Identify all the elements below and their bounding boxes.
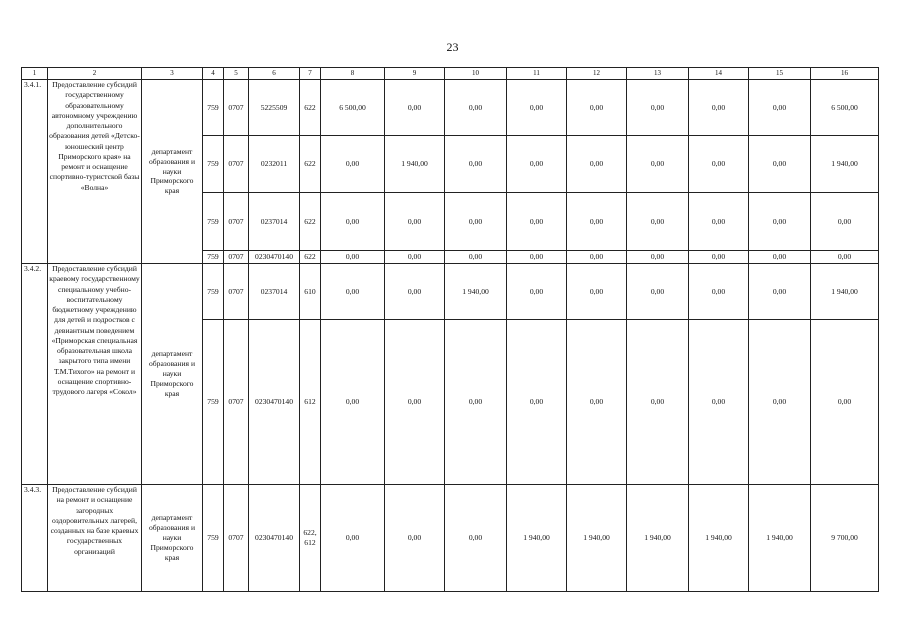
table-cell: 0,00 — [567, 136, 627, 193]
measure-name: Предоставление субсидий на ремонт и оснащение загородных оздоровительных лагерей, созданных на базе краевых государственных организаций — [48, 485, 142, 592]
table-cell: 1 940,00 — [627, 485, 689, 592]
table-cell: 0,00 — [321, 485, 385, 592]
table-cell: 0,00 — [567, 80, 627, 136]
budget-table — [21, 67, 879, 592]
table-cell: 759 — [203, 193, 224, 251]
table-cell: 610 — [300, 264, 321, 320]
header-row — [22, 68, 879, 80]
table-cell: 1 940,00 — [385, 136, 445, 193]
table-cell: 0,00 — [689, 264, 749, 320]
table-cell: 0,00 — [567, 251, 627, 264]
table-cell: 0,00 — [627, 320, 689, 485]
table-cell: 0,00 — [567, 320, 627, 485]
table-cell: 759 — [203, 320, 224, 485]
table-cell: 6 500,00 — [321, 80, 385, 136]
item-number: 3.4.3. — [22, 485, 48, 592]
table-cell: 0,00 — [811, 320, 879, 485]
header-cell: 6 — [249, 68, 300, 80]
header-cell: 16 — [811, 68, 879, 80]
header-cell: 2 — [48, 68, 142, 80]
table-cell: 0,00 — [507, 320, 567, 485]
header-cell: 9 — [385, 68, 445, 80]
table-cell: 0,00 — [507, 251, 567, 264]
table-cell: 0,00 — [321, 264, 385, 320]
table-cell: 0707 — [224, 320, 249, 485]
table-cell: 0707 — [224, 485, 249, 592]
table-cell: 1 940,00 — [811, 136, 879, 193]
table-cell: 0,00 — [385, 251, 445, 264]
table-cell: 0,00 — [811, 193, 879, 251]
table-cell: 0707 — [224, 136, 249, 193]
table-cell: 0,00 — [445, 320, 507, 485]
table-cell: 9 700,00 — [811, 485, 879, 592]
measure-name: Предоставление субсидий государственному образовательному автономному учреждению дополнительного образования детей «Детско-юношеский центр Приморского края» на ремонт и оснащение спортивно-туристской базы «Волна» — [48, 80, 142, 264]
header-cell: 13 — [627, 68, 689, 80]
table-cell: 0,00 — [689, 80, 749, 136]
header-cell: 15 — [749, 68, 811, 80]
table-cell: 0,00 — [749, 251, 811, 264]
table-cell: 622 — [300, 251, 321, 264]
header-cell: 11 — [507, 68, 567, 80]
table-cell: 0,00 — [689, 251, 749, 264]
table-cell: 6 500,00 — [811, 80, 879, 136]
table-cell: 759 — [203, 80, 224, 136]
table-cell: 0,00 — [321, 136, 385, 193]
table-cell: 0230470140 — [249, 320, 300, 485]
table-cell: 0,00 — [749, 264, 811, 320]
table-cell: 0707 — [224, 193, 249, 251]
table-cell: 0,00 — [811, 251, 879, 264]
table-cell: 0,00 — [445, 193, 507, 251]
table-cell: 0707 — [224, 80, 249, 136]
table-cell: 1 940,00 — [749, 485, 811, 592]
table-cell: 612 — [300, 320, 321, 485]
table-cell: 1 940,00 — [811, 264, 879, 320]
executor: департамент образования и науки Приморского края — [142, 485, 203, 592]
table-cell: 0,00 — [567, 264, 627, 320]
page-number: 23 — [446, 40, 459, 54]
table-cell: 0,00 — [749, 80, 811, 136]
header-cell: 5 — [224, 68, 249, 80]
table-cell: 5225509 — [249, 80, 300, 136]
table-row — [22, 80, 879, 136]
item-number: 3.4.1. — [22, 80, 48, 264]
table-cell: 759 — [203, 136, 224, 193]
table-cell: 0,00 — [627, 193, 689, 251]
table-cell: 0,00 — [385, 80, 445, 136]
table-cell: 0,00 — [445, 251, 507, 264]
table-cell: 0,00 — [749, 136, 811, 193]
table-cell: 0,00 — [321, 193, 385, 251]
table-cell: 0,00 — [445, 136, 507, 193]
table-cell: 0,00 — [627, 136, 689, 193]
executor: департамент образования и науки Приморского края — [142, 80, 203, 264]
header-cell: 8 — [321, 68, 385, 80]
table-cell: 0237014 — [249, 193, 300, 251]
table-cell: 759 — [203, 485, 224, 592]
item-number: 3.4.2. — [22, 264, 48, 485]
header-cell: 4 — [203, 68, 224, 80]
table-cell: 0,00 — [385, 264, 445, 320]
table-cell: 0707 — [224, 251, 249, 264]
header-cell: 1 — [22, 68, 48, 80]
table-cell: 1 940,00 — [689, 485, 749, 592]
table-cell: 622 — [300, 136, 321, 193]
table-row — [22, 485, 879, 592]
table-cell: 0230470140 — [249, 251, 300, 264]
header-cell: 3 — [142, 68, 203, 80]
table-cell: 0232011 — [249, 136, 300, 193]
table-cell: 759 — [203, 251, 224, 264]
table-cell: 0,00 — [507, 264, 567, 320]
table-cell: 0,00 — [689, 136, 749, 193]
table-cell: 1 940,00 — [445, 264, 507, 320]
table-cell: 0,00 — [507, 193, 567, 251]
table-cell: 1 940,00 — [507, 485, 567, 592]
table-row — [22, 264, 879, 320]
table-cell: 0,00 — [689, 320, 749, 485]
table-cell: 0,00 — [445, 80, 507, 136]
table-cell: 1 940,00 — [567, 485, 627, 592]
table-cell: 0,00 — [627, 80, 689, 136]
table-cell: 0,00 — [689, 193, 749, 251]
table-cell: 0,00 — [321, 320, 385, 485]
table-cell: 0,00 — [445, 485, 507, 592]
table-cell: 0,00 — [749, 320, 811, 485]
table-cell: 0,00 — [385, 485, 445, 592]
table-cell: 622 — [300, 193, 321, 251]
table-cell: 0,00 — [507, 80, 567, 136]
table-cell: 622 — [300, 80, 321, 136]
table-cell: 0707 — [224, 264, 249, 320]
table-cell: 0230470140 — [249, 485, 300, 592]
table-cell: 622, 612 — [300, 485, 321, 592]
table-cell: 0,00 — [749, 193, 811, 251]
table-cell: 0237014 — [249, 264, 300, 320]
table-cell: 0,00 — [627, 264, 689, 320]
table-cell: 0,00 — [321, 251, 385, 264]
measure-name: Предоставление субсидий краевому государственному специальному учебно-воспитательному бюджетному учреждению для детей и подростков с девиантным поведением «Приморская специальная образовательная школа закрытого типа имени Т.М.Тихого» на ремонт и оснащение спортивно-трудового лагеря «Сокол» — [48, 264, 142, 485]
header-cell: 7 — [300, 68, 321, 80]
table-cell: 0,00 — [385, 193, 445, 251]
table-cell: 0,00 — [627, 251, 689, 264]
header-cell: 14 — [689, 68, 749, 80]
table-cell: 759 — [203, 264, 224, 320]
table-cell: 0,00 — [507, 136, 567, 193]
table-cell: 0,00 — [385, 320, 445, 485]
executor: департамент образования и науки Приморского края — [142, 264, 203, 485]
header-cell: 12 — [567, 68, 627, 80]
header-cell: 10 — [445, 68, 507, 80]
table-cell: 0,00 — [567, 193, 627, 251]
